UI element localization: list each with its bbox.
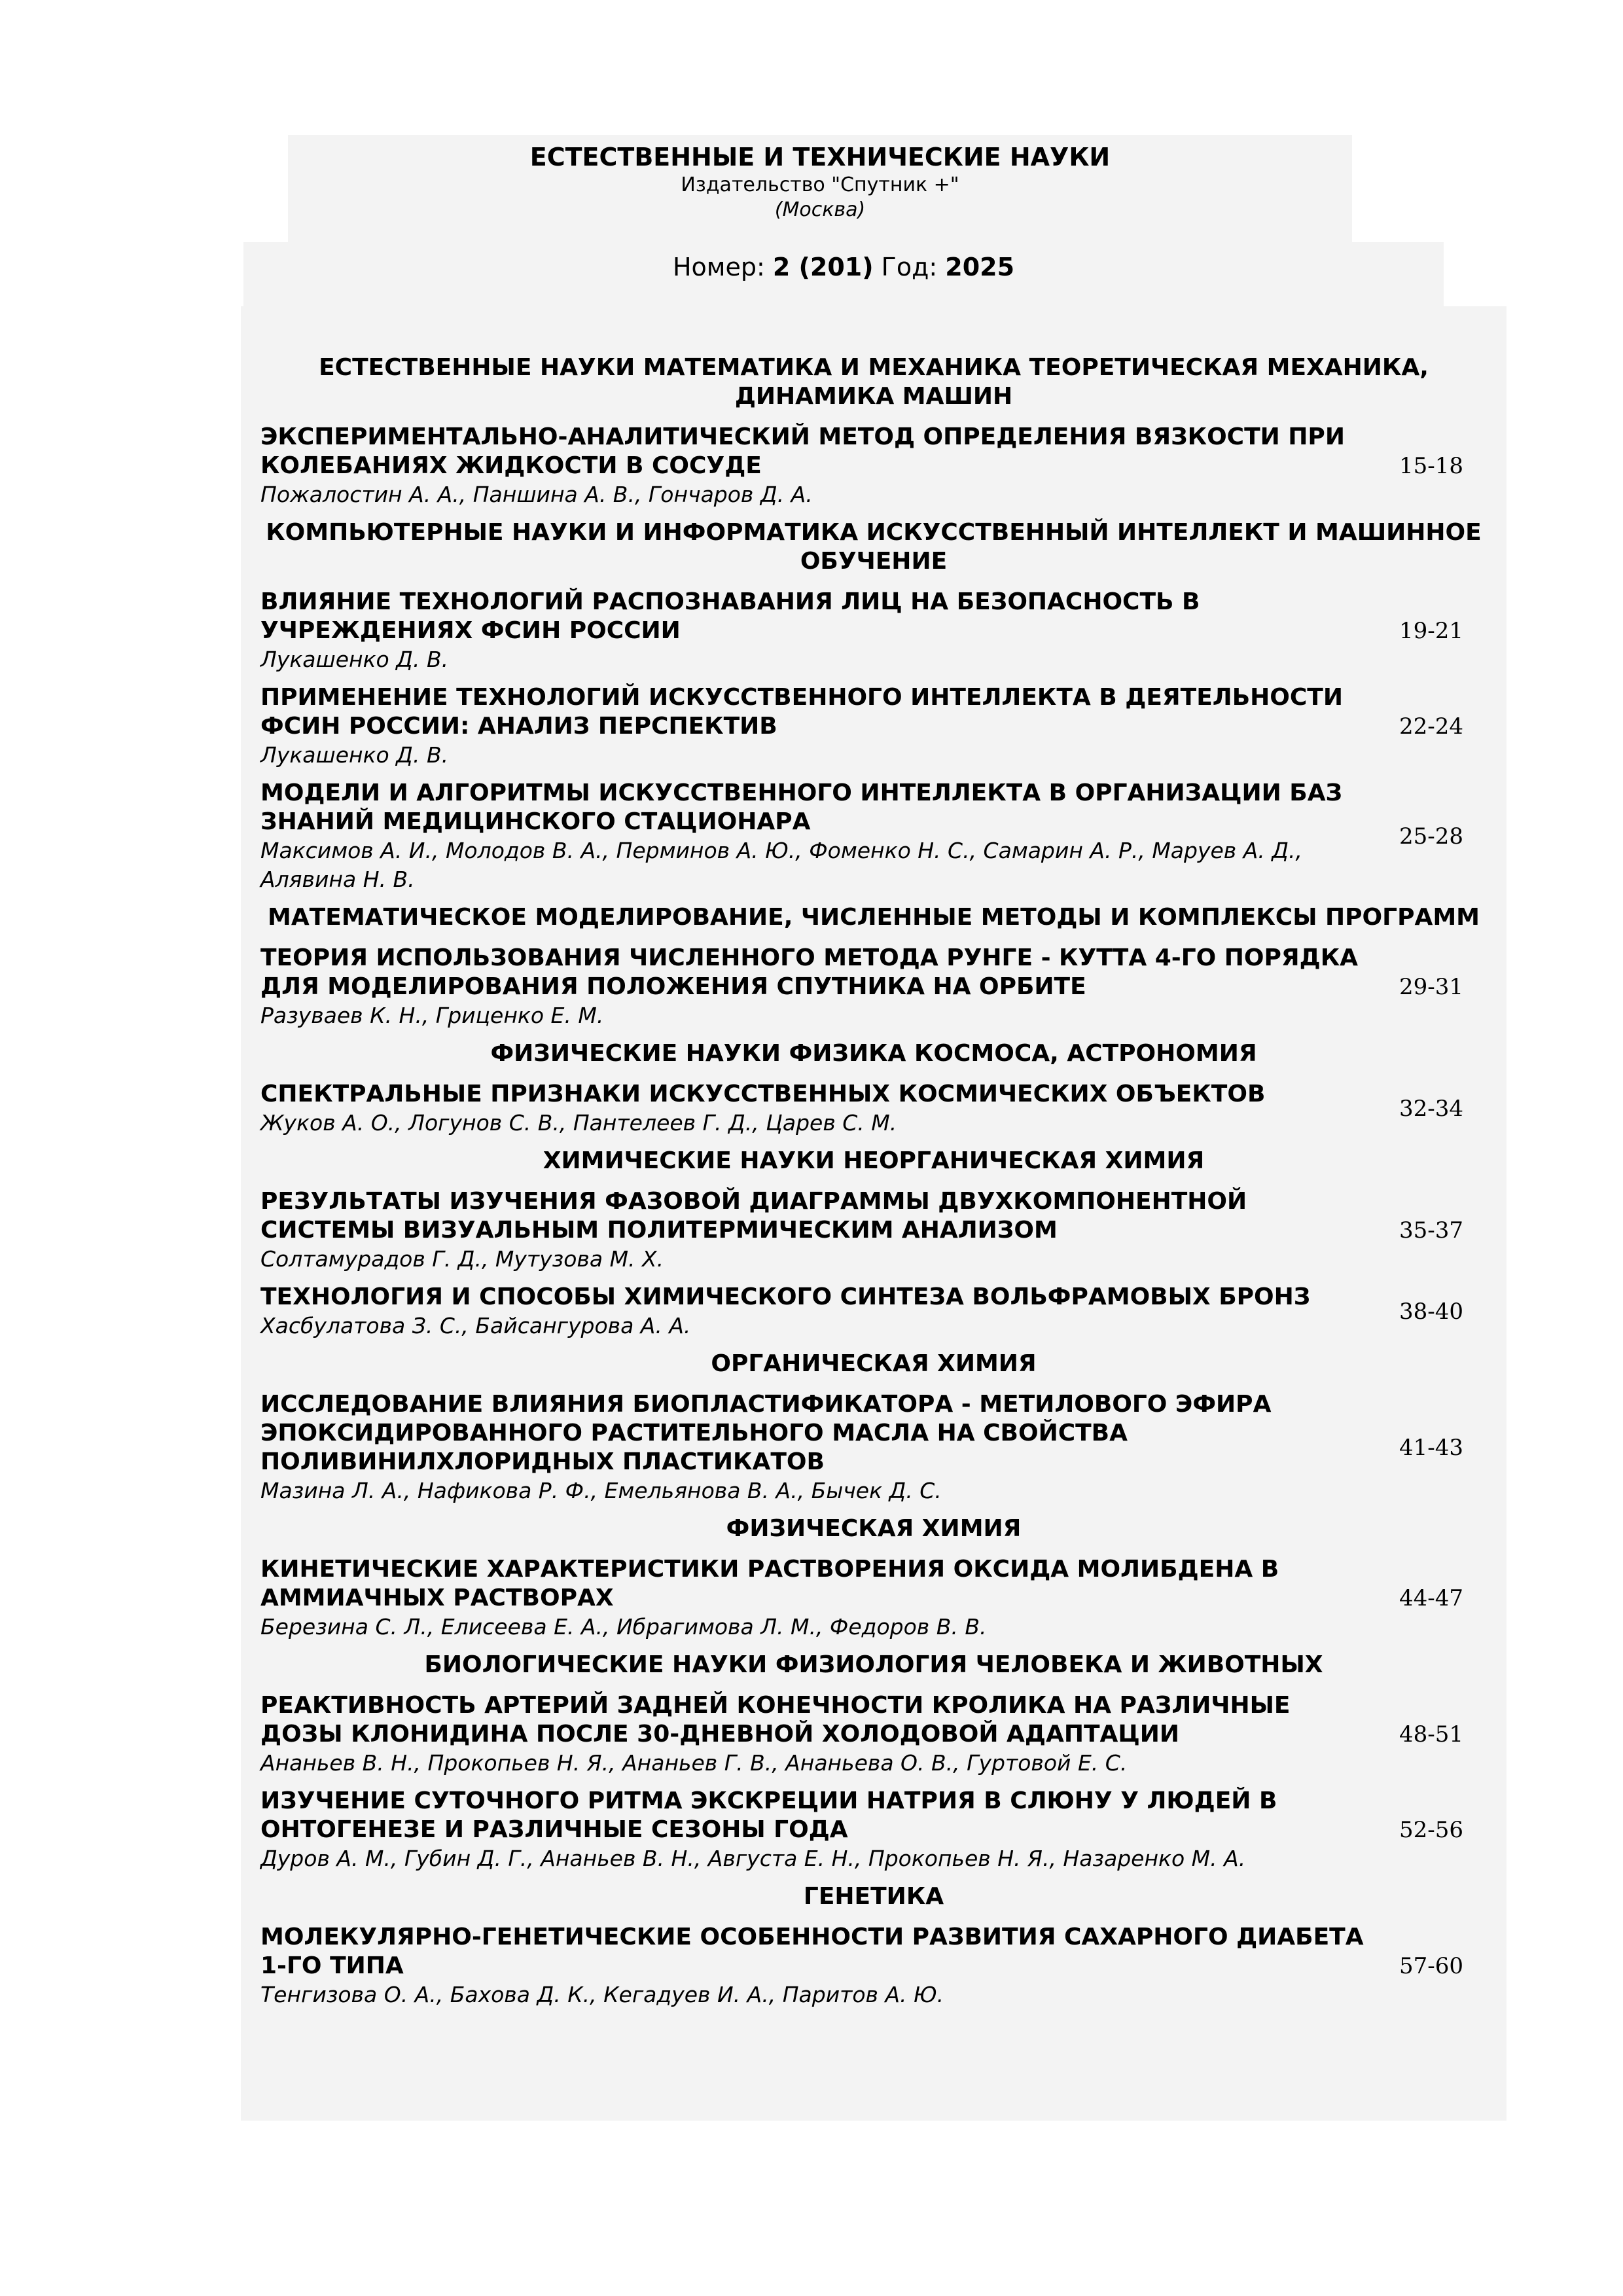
article-pages: 25-28: [1399, 823, 1463, 850]
article-entry: [260, 1787, 1487, 1882]
toc-list: [260, 353, 1487, 2018]
section-heading: ХИМИЧЕСКИЕ НАУКИ НЕОРГАНИЧЕСКАЯ ХИМИЯ: [543, 1147, 1205, 1174]
issue-line: [243, 242, 1444, 283]
article-authors: Жуков А. О., Логунов С. В., Пантелеев Г. Д., Царев С. М.: [260, 1110, 897, 1136]
article-title-link[interactable]: ЭКСПЕРИМЕНТАЛЬНО-АНАЛИТИЧЕСКИЙ МЕТОД ОПРЕДЕЛЕНИЯ ВЯЗКОСТИ ПРИ КОЛЕБАНИЯХ ЖИДКОСТИ В СОСУДЕ: [260, 423, 1345, 479]
article-authors: Разуваев К. Н., Гриценко Е. М.: [260, 1003, 604, 1028]
table-of-contents: [241, 306, 1507, 2121]
publisher: Издательство "Спутник +": [681, 173, 959, 196]
article-pages: 41-43: [1399, 1435, 1463, 1461]
section-heading: ГЕНЕТИКА: [803, 1883, 944, 1910]
article-title-link[interactable]: ТЕОРИЯ ИСПОЛЬЗОВАНИЯ ЧИСЛЕННОГО МЕТОДА РУНГЕ - КУТТА 4-ГО ПОРЯДКА ДЛЯ МОДЕЛИРОВАНИЯ ПОЛОЖЕНИЯ СПУТНИКА НА ОРБИТЕ: [260, 944, 1358, 1000]
article-title-link[interactable]: МОЛЕКУЛЯРНО-ГЕНЕТИЧЕСКИЕ ОСОБЕННОСТИ РАЗВИТИЯ САХАРНОГО ДИАБЕТА 1-ГО ТИПА: [260, 1924, 1364, 1979]
article-authors: Максимов А. И., Молодов В. А., Перминов А. Ю., Фоменко Н. С., Самарин А. Р., Маруев А. Д., Алявина Н. В.: [260, 838, 1303, 892]
article-authors: Хасбулатова З. С., Байсангурова А. А.: [260, 1313, 691, 1338]
article-entry: [260, 1187, 1487, 1283]
article-entry: [260, 1283, 1487, 1350]
article-authors: Березина С. Л., Елисеева Е. А., Ибрагимова Л. М., Федоров В. В.: [260, 1614, 987, 1640]
article-title-link[interactable]: ПРИМЕНЕНИЕ ТЕХНОЛОГИЙ ИСКУССТВЕННОГО ИНТЕЛЛЕКТА В ДЕЯТЕЛЬНОСТИ ФСИН РОССИИ: АНАЛИЗ ПЕРСПЕКТИВ: [260, 684, 1343, 740]
journal-header: [288, 135, 1352, 242]
article-authors: Лукашенко Д. В.: [260, 647, 449, 672]
article-entry: [260, 588, 1487, 683]
article-pages: 32-34: [1399, 1096, 1463, 1122]
issue-header: [243, 242, 1444, 306]
article-title-link[interactable]: ТЕХНОЛОГИЯ И СПОСОБЫ ХИМИЧЕСКОГО СИНТЕЗА ВОЛЬФРАМОВЫХ БРОНЗ: [260, 1283, 1311, 1310]
issue-label: Номер:: [672, 253, 765, 281]
section-heading: ЕСТЕСТВЕННЫЕ НАУКИ МАТЕМАТИКА И МЕХАНИКА ТЕОРЕТИЧЕСКАЯ МЕХАНИКА, ДИНАМИКА МАШИН: [319, 354, 1429, 410]
article-entry: [260, 1555, 1487, 1651]
year-label: Год:: [881, 253, 938, 281]
section-heading: КОМПЬЮТЕРНЫЕ НАУКИ И ИНФОРМАТИКА ИСКУССТВЕННЫЙ ИНТЕЛЛЕКТ И МАШИННОЕ ОБУЧЕНИЕ: [266, 519, 1482, 575]
issue-year: 2025: [945, 253, 1015, 281]
article-pages: 29-31: [1399, 974, 1463, 1000]
article-authors: Солтамурадов Г. Д., Мутузова М. Х.: [260, 1246, 664, 1272]
section-heading: ФИЗИЧЕСКИЕ НАУКИ ФИЗИКА КОСМОСА, АСТРОНОМИЯ: [490, 1040, 1257, 1067]
article-entry: [260, 1080, 1487, 1147]
article-entry: [260, 423, 1487, 518]
journal-title: ЕСТЕСТВЕННЫЕ И ТЕХНИЧЕСКИЕ НАУКИ: [529, 143, 1111, 171]
article-title-link[interactable]: ВЛИЯНИЕ ТЕХНОЛОГИЙ РАСПОЗНАВАНИЯ ЛИЦ НА БЕЗОПАСНОСТЬ В УЧРЕЖДЕНИЯХ ФСИН РОССИИ: [260, 588, 1200, 644]
section-heading: ФИЗИЧЕСКАЯ ХИМИЯ: [726, 1515, 1022, 1542]
article-pages: 48-51: [1399, 1721, 1463, 1748]
article-authors: Пожалостин А. А., Паншина А. В., Гончаров Д. А.: [260, 482, 813, 507]
article-pages: 19-21: [1399, 618, 1463, 644]
article-pages: 22-24: [1399, 713, 1463, 740]
article-authors: Мазина Л. А., Нафикова Р. Ф., Емельянова В. А., Бычек Д. С.: [260, 1478, 942, 1503]
article-pages: 38-40: [1399, 1299, 1463, 1325]
article-entry: [260, 944, 1487, 1039]
article-entry: [260, 683, 1487, 779]
section-heading: БИОЛОГИЧЕСКИЕ НАУКИ ФИЗИОЛОГИЯ ЧЕЛОВЕКА И ЖИВОТНЫХ: [424, 1651, 1323, 1678]
article-pages: 52-56: [1399, 1817, 1463, 1843]
section-heading: МАТЕМАТИЧЕСКОЕ МОДЕЛИРОВАНИЕ, ЧИСЛЕННЫЕ МЕТОДЫ И КОМПЛЕКСЫ ПРОГРАММ: [268, 904, 1480, 931]
article-entry: [260, 1923, 1487, 2018]
issue-number: 2 (201): [772, 253, 874, 281]
article-entry: [260, 1390, 1487, 1515]
article-authors: Тенгизова О. А., Бахова Д. К., Кегадуев И. А., Паритов А. Ю.: [260, 1982, 944, 2007]
section-heading: ОРГАНИЧЕСКАЯ ХИМИЯ: [711, 1350, 1037, 1377]
article-title-link[interactable]: ИССЛЕДОВАНИЕ ВЛИЯНИЯ БИОПЛАСТИФИКАТОРА - МЕТИЛОВОГО ЭФИРА ЭПОКСИДИРОВАННОГО РАСТИТЕЛЬНОГО МАСЛА НА СВОЙСТВА ПОЛИВИНИЛХЛОРИДНЫХ ПЛАСТИКАТОВ: [260, 1391, 1272, 1475]
article-authors: Лукашенко Д. В.: [260, 742, 449, 768]
article-title-link[interactable]: СПЕКТРАЛЬНЫЕ ПРИЗНАКИ ИСКУССТВЕННЫХ КОСМИЧЕСКИХ ОБЪЕКТОВ: [260, 1081, 1266, 1107]
article-title-link[interactable]: КИНЕТИЧЕСКИЕ ХАРАКТЕРИСТИКИ РАСТВОРЕНИЯ ОКСИДА МОЛИБДЕНА В АММИАЧНЫХ РАСТВОРАХ: [260, 1556, 1279, 1611]
article-pages: 15-18: [1399, 453, 1463, 479]
article-authors: Ананьев В. Н., Прокопьев Н. Я., Ананьев Г. В., Ананьева О. В., Гуртовой Е. С.: [260, 1750, 1128, 1776]
article-title-link[interactable]: МОДЕЛИ И АЛГОРИТМЫ ИСКУССТВЕННОГО ИНТЕЛЛЕКТА В ОРГАНИЗАЦИИ БАЗ ЗНАНИЙ МЕДИЦИНСКОГО СТАЦИОНАРА: [260, 780, 1343, 835]
article-entry: [260, 779, 1487, 903]
publisher-city: (Москва): [774, 198, 866, 221]
article-pages: 44-47: [1399, 1585, 1463, 1611]
article-title-link[interactable]: РЕЗУЛЬТАТЫ ИЗУЧЕНИЯ ФАЗОВОЙ ДИАГРАММЫ ДВУХКОМПОНЕНТНОЙ СИСТЕМЫ ВИЗУАЛЬНЫМ ПОЛИТЕРМИЧЕСКИМ АНАЛИЗОМ: [260, 1188, 1247, 1244]
article-title-link[interactable]: ИЗУЧЕНИЕ СУТОЧНОГО РИТМА ЭКСКРЕЦИИ НАТРИЯ В СЛЮНУ У ЛЮДЕЙ В ОНТОГЕНЕЗЕ И РАЗЛИЧНЫЕ СЕЗОНЫ ГОДА: [260, 1787, 1277, 1843]
article-title-link[interactable]: РЕАКТИВНОСТЬ АРТЕРИЙ ЗАДНЕЙ КОНЕЧНОСТИ КРОЛИКА НА РАЗЛИЧНЫЕ ДОЗЫ КЛОНИДИНА ПОСЛЕ 30-ДНЕВНОЙ ХОЛОДОВОЙ АДАПТАЦИИ: [260, 1692, 1291, 1748]
article-pages: 57-60: [1399, 1953, 1463, 1979]
article-authors: Дуров А. М., Губин Д. Г., Ананьев В. Н., Августа Е. Н., Прокопьев Н. Я., Назаренко М. А.: [260, 1846, 1246, 1871]
article-entry: [260, 1691, 1487, 1787]
article-pages: 35-37: [1399, 1217, 1463, 1244]
